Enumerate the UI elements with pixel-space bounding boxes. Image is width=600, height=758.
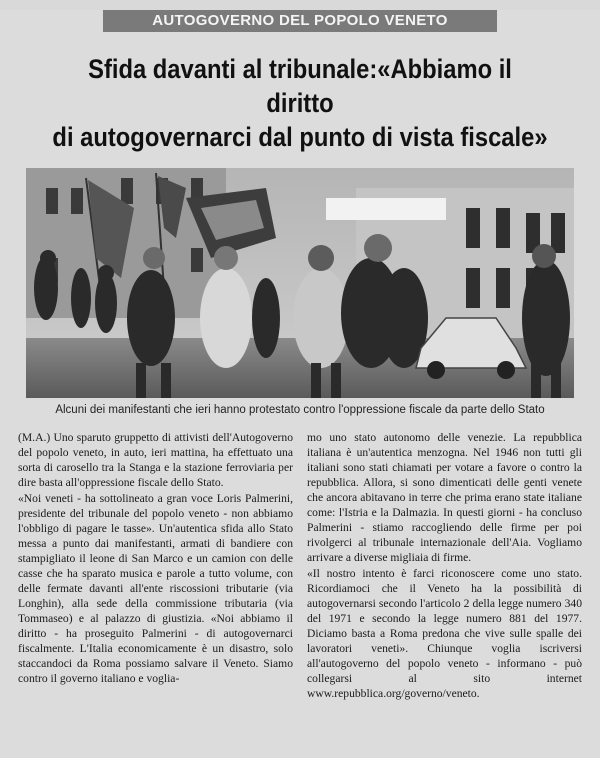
paragraph: (M.A.) Uno sparuto gruppetto di attivisti dell'Autogoverno del popolo veneto, in auto, ieri mattina, ha effettuato una sorta di carosello tra la Stanga e la stazione ferroviaria per dire basta all'oppressione fiscale dello Stato. xyxy=(18,431,293,489)
headline-line-1: Sfida davanti al tribunale:«Abbiamo il diritto xyxy=(88,54,512,118)
article-column-2 xyxy=(307,430,582,701)
protest-photo xyxy=(26,168,574,398)
paragraph: «Noi veneti - ha sottolineato a gran voce Loris Palmerini, presidente del tribunale del popolo veneto - non abbiamo l'obbligo di pagare le tasse». Un'autentica sfida allo Stato messa a punto dai manifestanti, armati di bandiere con stampigliato il leone di San Marco e un camion con delle casse che ha sparato musica e parole a tutto volume, con delle fermate davanti all'ente riscossioni tributarie (via Longhin), alla sede della commissione tributaria (via Tommaseo) e al palazzo di giustizia. «Noi abbiamo il diritto - ha proseguito Palmerini - di autogovernarci fiscalmente. L'Italia economicamente è un disastro, solo staccandoci da Roma possiamo salvare il Veneto. Siamo contro il governo italiano e voglia- xyxy=(18,492,293,685)
article-column-1 xyxy=(18,430,293,701)
newspaper-clipping xyxy=(0,10,600,758)
photo-caption: Alcuni dei manifestanti che ieri hanno protestato contro l'oppressione fiscale da parte dello Stato xyxy=(55,404,545,416)
paragraph: mo uno stato autonomo delle venezie. La repubblica italiana è un'autentica menzogna. Nel 1946 non tutti gli italiani sono stati chiamati per votare a favore o contro la repubblica. Allora, si sono dimenticati delle genti venete che ancora abitavano in terre che prima erano state italiane come: l'Istria e la Dalmazia. In questi giorni - ha concluso Palmerini - stiamo raccogliendo delle firme per poi rivolgerci al tribunale internazionale dell'Aia. Vogliamo arrivare a diverse migliaia di firme. xyxy=(307,431,582,564)
headline-line-2: di autogovernarci dal punto di vista fiscale» xyxy=(52,122,548,152)
article-body xyxy=(18,430,582,701)
paragraph: «Il nostro intento è farci riconoscere come uno stato. Ricordiamoci che il Veneto ha la possibilità di autogovernarsi secondo l'articolo 2 della legge numero 340 del 1971 e secondo la legge numero 881 del 1977. Diciamo basta a Roma predona che vive sulle spalle dei lavoratori veneti». Chiunque voglia iscriversi all'autogoverno del popolo veneto - informano - può collegarsi al sito internet www.repubblica.org/governo/veneto. xyxy=(307,567,582,700)
section-kicker: AUTOGOVERNO DEL POPOLO VENETO xyxy=(103,10,497,32)
headline xyxy=(52,52,548,154)
